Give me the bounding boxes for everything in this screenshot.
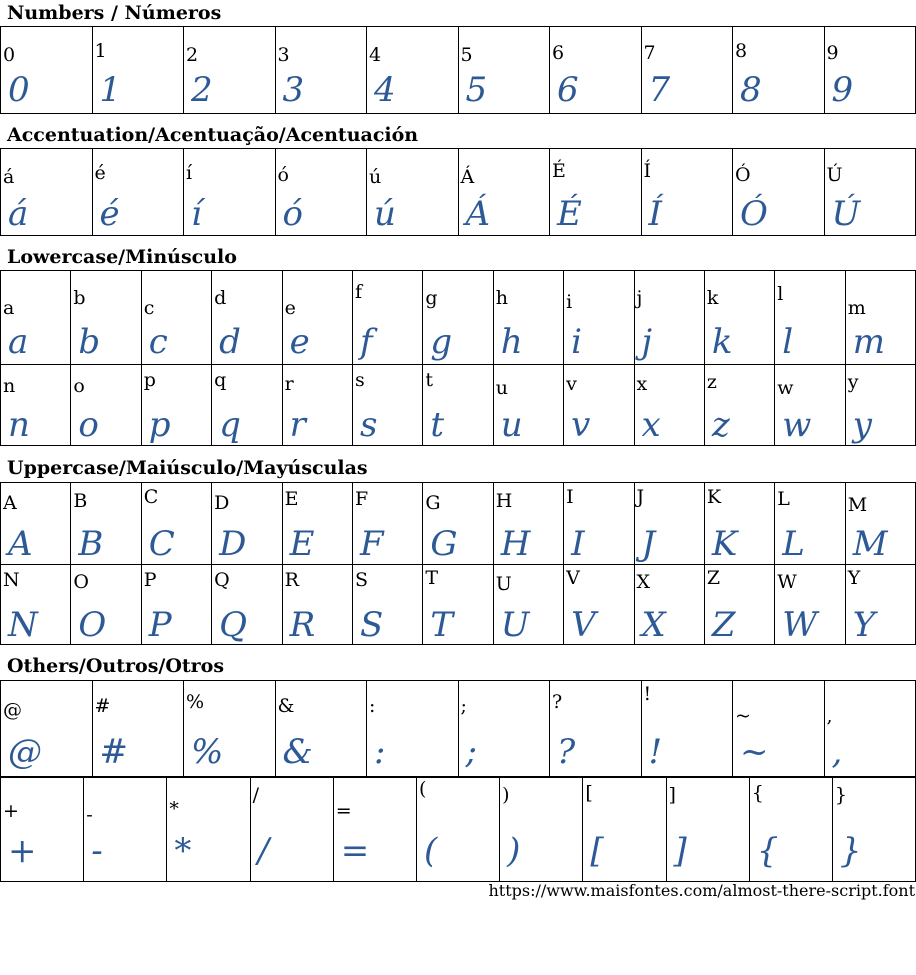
symbol-label: ?: [552, 691, 563, 713]
number-cell: [367, 27, 459, 114]
lowercase-cell: [1, 271, 71, 365]
number-cell: [733, 27, 825, 114]
lowercase-cell: [846, 364, 916, 446]
number-glyph-sample: 5: [465, 70, 488, 110]
lowercase-glyph-sample: u: [500, 405, 523, 445]
lowercase-cell: [71, 271, 141, 365]
lowercase-cell: [635, 271, 705, 365]
lowercase-glyph-sample: z: [711, 405, 730, 445]
uppercase-cell: [564, 564, 634, 645]
lowercase-glyph-sample: l: [782, 322, 794, 362]
uppercase-label: B: [73, 490, 88, 512]
number-label: 3: [277, 44, 290, 66]
lowercase-label: i: [566, 291, 573, 313]
uppercase-cell: [423, 483, 493, 565]
uppercase-glyph-sample: E: [289, 524, 315, 564]
uppercase-label: K: [706, 486, 722, 508]
uppercase-label: X: [636, 571, 651, 593]
uppercase-label: F: [354, 488, 369, 510]
symbol-cell: [84, 778, 167, 882]
lowercase-cell: [423, 364, 493, 446]
lowercase-cell: [212, 271, 282, 365]
uppercase-glyph-sample: W: [782, 605, 818, 645]
uppercase-glyph-sample: U: [500, 605, 530, 645]
uppercase-cell: [705, 564, 775, 645]
uppercase-glyph-sample: O: [78, 605, 107, 645]
symbol-glyph-sample: ?: [557, 732, 576, 772]
lowercase-cell: [775, 364, 845, 446]
uppercase-glyph-sample: H: [500, 524, 531, 564]
lowercase-label: q: [214, 369, 227, 391]
uppercase-glyph-sample: J: [641, 524, 656, 564]
uppercase-glyph-sample: C: [148, 524, 175, 564]
number-glyph-sample: 3: [282, 70, 305, 110]
uppercase-label: P: [143, 569, 157, 591]
uppercase-cell: [353, 564, 423, 645]
symbol-cell: [93, 681, 185, 777]
accent-glyph-sample: é: [99, 194, 120, 234]
section-title-uppercase: Uppercase/Maiúsculo/Mayúsculas: [7, 457, 368, 479]
symbol-cell: [367, 681, 459, 777]
others-grid-row-1: [0, 680, 916, 777]
symbol-label: %: [186, 691, 205, 713]
section-title-others: Others/Outros/Otros: [7, 655, 225, 677]
uppercase-cell: [71, 483, 141, 565]
number-cell: [184, 27, 276, 114]
symbol-cell: [642, 681, 734, 777]
accent-glyph-sample: ó: [282, 194, 303, 234]
uppercase-cell: [142, 483, 212, 565]
number-cell: [276, 27, 368, 114]
lowercase-label: s: [354, 369, 365, 391]
lowercase-label: g: [425, 287, 438, 309]
lowercase-cell: [212, 364, 282, 446]
lowercase-label: v: [566, 373, 577, 395]
number-cell: [825, 27, 916, 114]
lowercase-glyph-sample: t: [430, 405, 445, 445]
uppercase-cell: [775, 564, 845, 645]
lowercase-cell: [283, 364, 353, 446]
number-label: 9: [826, 42, 839, 64]
symbol-glyph-sample: @: [8, 732, 42, 772]
symbol-glyph-sample: !: [648, 732, 663, 772]
uppercase-glyph-sample: R: [289, 605, 316, 645]
number-glyph-sample: 4: [374, 70, 396, 110]
symbol-glyph-sample: %: [191, 732, 224, 772]
symbol-glyph-sample: #: [99, 732, 128, 772]
symbol-label: =: [335, 800, 352, 822]
symbol-cell: [184, 681, 276, 777]
symbol-label: @: [3, 699, 22, 721]
uppercase-cell: [283, 483, 353, 565]
uppercase-glyph-sample: L: [782, 524, 805, 564]
number-glyph-sample: 9: [831, 70, 854, 110]
numbers-grid: [0, 26, 916, 114]
lowercase-cell: [494, 271, 564, 365]
lowercase-glyph-sample: o: [78, 405, 99, 445]
symbol-label: +: [3, 800, 19, 822]
symbol-cell: [276, 681, 368, 777]
section-title-lowercase: Lowercase/Minúsculo: [7, 246, 237, 268]
lowercase-label: b: [73, 287, 86, 309]
lowercase-glyph-sample: j: [641, 322, 653, 362]
section-title-numbers: Numbers / Números: [7, 2, 222, 24]
accent-glyph-sample: Á: [465, 194, 491, 234]
lowercase-label: w: [777, 377, 794, 399]
lowercase-cell: [142, 364, 212, 446]
uppercase-label: Y: [847, 567, 861, 589]
symbol-label: ;: [460, 695, 467, 717]
accent-label: Ú: [826, 164, 843, 186]
uppercase-glyph-sample: K: [711, 524, 738, 564]
symbol-label: ,: [826, 705, 833, 727]
accent-cell: [733, 149, 825, 236]
symbol-cell: [1, 681, 93, 777]
symbol-label: &: [277, 695, 295, 717]
lowercase-label: h: [495, 287, 508, 309]
lowercase-glyph-sample: g: [430, 322, 453, 362]
lowercase-label: n: [3, 375, 16, 397]
accent-label: í: [186, 162, 193, 184]
symbol-cell: [550, 681, 642, 777]
uppercase-glyph-sample: F: [359, 524, 384, 564]
lowercase-label: a: [3, 297, 15, 319]
uppercase-glyph-sample: Z: [711, 605, 736, 645]
symbol-label: ]: [668, 784, 676, 806]
lowercase-glyph-sample: c: [148, 322, 168, 362]
uppercase-glyph-sample: P: [148, 605, 172, 645]
uppercase-label: J: [636, 486, 645, 508]
symbol-glyph-sample: (: [423, 831, 438, 871]
number-label: 6: [552, 42, 565, 64]
symbol-glyph-sample: ]: [673, 831, 687, 871]
uppercase-label: L: [777, 488, 790, 510]
number-glyph-sample: 8: [740, 70, 762, 110]
symbol-cell: [750, 778, 833, 882]
accent-glyph-sample: ú: [374, 194, 396, 234]
lowercase-label: p: [143, 369, 156, 391]
symbol-cell: [833, 778, 916, 882]
uppercase-label: D: [214, 492, 230, 514]
lowercase-glyph-sample: q: [219, 405, 241, 445]
symbol-glyph-sample: &: [282, 732, 313, 772]
number-cell: [1, 27, 93, 114]
accent-label: Ó: [735, 164, 751, 186]
uppercase-label: H: [495, 490, 513, 512]
lowercase-label: x: [636, 373, 648, 395]
symbol-cell: [251, 778, 334, 882]
lowercase-glyph-sample: d: [219, 322, 241, 362]
accent-cell: [93, 149, 185, 236]
accent-cell: [184, 149, 276, 236]
symbol-glyph-sample: :: [374, 732, 386, 772]
lowercase-glyph-sample: h: [500, 322, 523, 362]
symbol-label: ~: [735, 705, 751, 727]
symbol-glyph-sample: ,: [831, 732, 843, 772]
lowercase-label: m: [847, 297, 866, 319]
accent-label: Á: [460, 166, 475, 188]
lowercase-glyph-sample: s: [359, 405, 378, 445]
symbol-glyph-sample: *: [174, 831, 192, 871]
symbol-cell: [417, 778, 500, 882]
symbol-label: -: [86, 804, 93, 826]
accent-label: ó: [277, 164, 289, 186]
uppercase-glyph-sample: Q: [219, 605, 248, 645]
number-cell: [93, 27, 185, 114]
lowercase-label: e: [284, 297, 296, 319]
uppercase-cell: [564, 483, 634, 565]
symbol-cell: [500, 778, 583, 882]
number-glyph-sample: 2: [191, 70, 213, 110]
uppercase-label: U: [495, 573, 512, 595]
lowercase-label: o: [73, 375, 85, 397]
uppercase-label: A: [3, 492, 17, 514]
lowercase-cell: [705, 271, 775, 365]
uppercase-label: R: [284, 569, 299, 591]
accent-glyph-sample: É: [557, 194, 582, 234]
accent-label: É: [552, 160, 566, 182]
symbol-glyph-sample: =: [340, 831, 370, 871]
accent-cell: [276, 149, 368, 236]
lowercase-cell: [353, 271, 423, 365]
uppercase-cell: [846, 564, 916, 645]
lowercase-glyph-sample: i: [571, 322, 582, 362]
uppercase-glyph-sample: A: [8, 524, 33, 564]
source-url: https://www.maisfontes.com/almost-there-script.font: [488, 881, 915, 900]
uppercase-cell: [1, 483, 71, 565]
symbol-glyph-sample: {: [756, 831, 779, 871]
lowercase-glyph-sample: r: [289, 405, 306, 445]
lowercase-glyph-sample: a: [8, 322, 29, 362]
number-glyph-sample: 0: [8, 70, 30, 110]
uppercase-cell: [494, 564, 564, 645]
lowercase-cell: [353, 364, 423, 446]
uppercase-label: N: [3, 569, 20, 591]
symbol-label: {: [751, 782, 764, 804]
number-label: 4: [369, 44, 382, 66]
symbol-glyph-sample: +: [8, 831, 37, 871]
accent-cell: [367, 149, 459, 236]
lowercase-cell: [423, 271, 493, 365]
number-glyph-sample: 1: [99, 70, 122, 110]
accent-label: Í: [643, 160, 652, 182]
lowercase-cell: [71, 364, 141, 446]
uppercase-cell: [494, 483, 564, 565]
number-cell: [642, 27, 734, 114]
number-label: 8: [735, 40, 748, 62]
lowercase-label: j: [636, 287, 643, 309]
uppercase-cell: [705, 483, 775, 565]
symbol-cell: [1, 778, 84, 882]
lowercase-cell: [564, 364, 634, 446]
uppercase-cell: [635, 483, 705, 565]
number-cell: [550, 27, 642, 114]
symbol-label: [: [585, 782, 593, 804]
lowercase-cell: [564, 271, 634, 365]
lowercase-glyph-sample: b: [78, 322, 101, 362]
lowercase-glyph-sample: p: [148, 405, 171, 445]
uppercase-glyph-sample: M: [852, 524, 888, 564]
lowercase-label: y: [847, 371, 859, 393]
section-title-accents: Accentuation/Acentuação/Acentuación: [7, 124, 419, 146]
lowercase-cell: [775, 271, 845, 365]
accent-label: é: [94, 162, 106, 184]
uppercase-glyph-sample: G: [430, 524, 458, 564]
uppercase-cell: [283, 564, 353, 645]
uppercase-label: V: [566, 567, 580, 589]
symbol-glyph-sample: }: [839, 831, 862, 871]
lowercase-cell: [705, 364, 775, 446]
accent-glyph-sample: Ú: [831, 194, 861, 234]
lowercase-glyph-sample: k: [711, 322, 733, 362]
uppercase-label: C: [143, 486, 159, 508]
lowercase-cell: [635, 364, 705, 446]
symbol-cell: [334, 778, 417, 882]
lowercase-glyph-sample: m: [852, 322, 885, 362]
others-grid-row-2: [0, 777, 916, 882]
uppercase-label: T: [425, 567, 439, 589]
symbol-glyph-sample: /: [257, 831, 270, 871]
accent-label: ú: [369, 166, 382, 188]
uppercase-cell: [353, 483, 423, 565]
symbol-glyph-sample: -: [91, 831, 103, 871]
symbol-label: !: [643, 683, 652, 705]
number-glyph-sample: 7: [648, 70, 671, 110]
accent-glyph-sample: á: [8, 194, 29, 234]
accent-label: á: [3, 166, 15, 188]
accents-grid: [0, 148, 916, 236]
uppercase-label: O: [73, 571, 89, 593]
uppercase-glyph-sample: D: [219, 524, 247, 564]
uppercase-grid-row-2: [0, 564, 916, 645]
symbol-cell: [583, 778, 666, 882]
uppercase-cell: [212, 483, 282, 565]
accent-glyph-sample: Ó: [740, 194, 768, 234]
symbol-label: #: [94, 695, 111, 717]
uppercase-glyph-sample: X: [641, 605, 666, 645]
lowercase-cell: [283, 271, 353, 365]
uppercase-cell: [71, 564, 141, 645]
lowercase-glyph-sample: w: [782, 405, 812, 445]
lowercase-label: k: [706, 287, 719, 309]
accent-cell: [459, 149, 551, 236]
symbol-label: *: [169, 798, 179, 820]
lowercase-glyph-sample: y: [852, 405, 872, 445]
lowercase-label: u: [495, 377, 508, 399]
symbol-label: }: [834, 784, 847, 806]
lowercase-glyph-sample: n: [8, 405, 30, 445]
uppercase-label: G: [425, 492, 441, 514]
lowercase-label: l: [777, 283, 784, 305]
uppercase-label: W: [777, 571, 797, 593]
uppercase-cell: [142, 564, 212, 645]
uppercase-cell: [1, 564, 71, 645]
uppercase-cell: [846, 483, 916, 565]
number-label: 5: [460, 44, 473, 66]
uppercase-glyph-sample: B: [78, 524, 104, 564]
uppercase-label: Q: [214, 569, 230, 591]
uppercase-cell: [635, 564, 705, 645]
uppercase-label: Z: [706, 567, 721, 589]
symbol-cell: [825, 681, 916, 777]
lowercase-label: f: [354, 281, 362, 303]
lowercase-label: t: [425, 369, 433, 391]
accent-cell: [550, 149, 642, 236]
lowercase-cell: [1, 364, 71, 446]
accent-cell: [1, 149, 93, 236]
uppercase-glyph-sample: I: [571, 524, 585, 564]
lowercase-cell: [846, 271, 916, 365]
uppercase-cell: [775, 483, 845, 565]
uppercase-grid-row-1: [0, 482, 916, 565]
uppercase-glyph-sample: N: [8, 605, 38, 645]
symbol-label: /: [252, 784, 259, 806]
lowercase-label: d: [214, 287, 227, 309]
uppercase-glyph-sample: S: [359, 605, 384, 645]
symbol-glyph-sample: ~: [740, 732, 769, 772]
symbol-label: :: [369, 695, 376, 717]
symbol-label: (: [418, 778, 427, 800]
lowercase-label: r: [284, 373, 294, 395]
lowercase-grid-row-2: [0, 364, 916, 446]
symbol-cell: [733, 681, 825, 777]
symbol-glyph-sample: ;: [465, 732, 477, 772]
symbol-cell: [459, 681, 551, 777]
symbol-glyph-sample: ): [507, 831, 521, 871]
lowercase-glyph-sample: v: [571, 405, 591, 445]
lowercase-glyph-sample: e: [289, 322, 310, 362]
number-label: 1: [94, 40, 107, 62]
lowercase-cell: [494, 364, 564, 446]
uppercase-cell: [423, 564, 493, 645]
number-label: 0: [3, 44, 16, 66]
symbol-label: ): [502, 784, 510, 806]
lowercase-glyph-sample: f: [359, 322, 373, 362]
symbol-cell: [667, 778, 750, 882]
uppercase-label: M: [847, 494, 868, 516]
lowercase-label: z: [706, 371, 717, 393]
accent-cell: [825, 149, 916, 236]
uppercase-glyph-sample: V: [571, 605, 596, 645]
number-glyph-sample: 6: [557, 70, 579, 110]
accent-cell: [642, 149, 734, 236]
lowercase-cell: [142, 271, 212, 365]
uppercase-label: S: [354, 569, 368, 591]
number-cell: [459, 27, 551, 114]
number-label: 7: [643, 42, 656, 64]
lowercase-label: c: [143, 297, 155, 319]
uppercase-label: E: [284, 488, 299, 510]
uppercase-glyph-sample: T: [430, 605, 454, 645]
lowercase-grid-row-1: [0, 270, 916, 365]
symbol-cell: [167, 778, 250, 882]
uppercase-glyph-sample: Y: [852, 605, 876, 645]
number-label: 2: [186, 44, 199, 66]
symbol-glyph-sample: [: [590, 831, 604, 871]
lowercase-glyph-sample: x: [641, 405, 661, 445]
uppercase-cell: [212, 564, 282, 645]
accent-glyph-sample: Í: [648, 194, 662, 234]
uppercase-label: I: [566, 486, 574, 508]
accent-glyph-sample: í: [191, 194, 202, 234]
